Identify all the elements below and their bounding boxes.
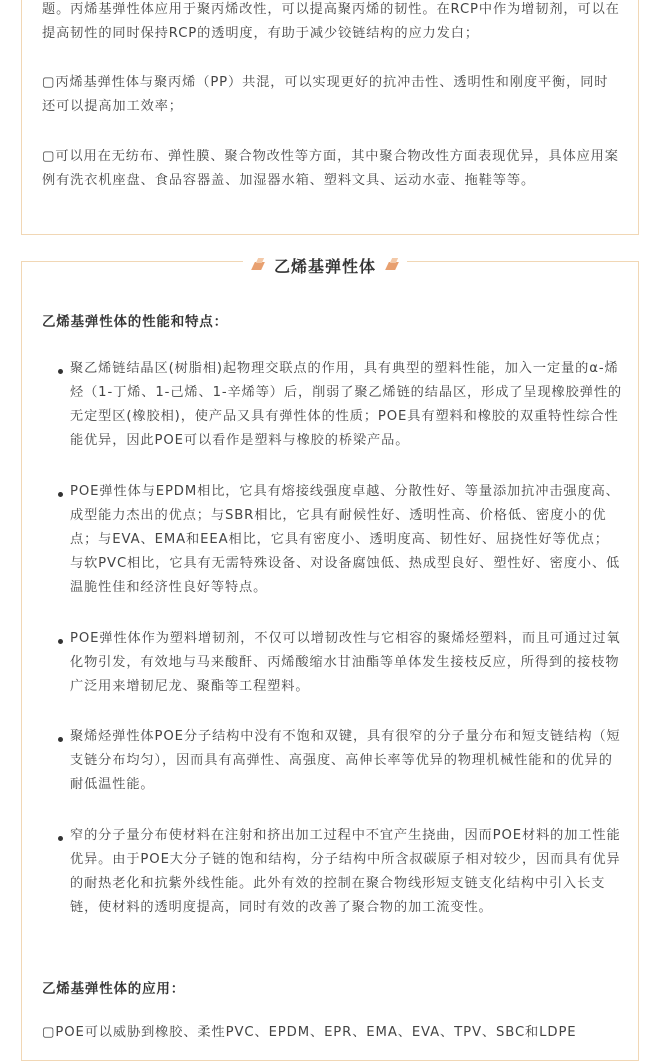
top-card — [21, 0, 639, 235]
section-title-bar — [0, 252, 650, 278]
bullet-dot — [58, 369, 63, 374]
list-item-1: 聚乙烯链结晶区(树脂相)起物理交联点的作用，具有典型的塑料性能，加入一定量的α-烯烃（1-丁烯、1-己烯、1-辛烯等）后，削弱了聚乙烯链的结晶区，形成了呈现橡胶弹性的无定型区(橡胶相)，使产品又具有弹性体的性质；POE具有塑料和橡胶的双重特性综合性能优异，因此POE可以看作是塑料与橡胶的桥梁产品。 — [70, 361, 622, 448]
main-card — [21, 261, 639, 1061]
list-item-3: POE弹性体作为塑料增韧剂，不仅可以增韧改性与它相容的聚烯烃塑料，而且可通过过氧化物引发，有效地与马来酸酐、丙烯酸缩水甘油酯等单体发生接枝反应，所得到的接枝物广泛用来增韧尼龙、聚酯等工程塑料。 — [70, 631, 621, 694]
top-paragraph-2: ▢丙烯基弹性体与聚丙烯（PP）共混，可以实现更好的抗冲击性、透明性和刚度平衡，同时还可以提高加工效率； — [42, 75, 609, 114]
list-item-5: 窄的分子量分布使材料在注射和挤出加工过程中不宜产生挠曲，因而POE材料的加工性能优异。由于POE大分子链的饱和结构，分子结构中所含叔碳原子相对较少，因而具有优异的耐热老化和抗紫外线性能。此外有效的控制在聚合物线形短支链支化结构中引入长支链，使材料的透明度提高，同时有效的改善了聚合物的加工流变性。 — [70, 828, 621, 915]
list-item-4: 聚烯烃弹性体POE分子结构中没有不饱和双键，具有很窄的分子量分布和短支链结构（短支链分布均匀），因而具有高弹性、高强度、高伸长率等优异的物理机械性能和的优异的耐低温性能。 — [70, 729, 621, 792]
heading-applications: 乙烯基弹性体的应用： — [42, 981, 185, 997]
bullet-dot — [58, 639, 63, 644]
applications-paragraph: ▢POE可以威胁到橡胶、柔性PVC、EPDM、EPR、EMA、EVA、TPV、SBC和LDPE — [42, 1025, 577, 1040]
top-paragraph-1: 题。丙烯基弹性体应用于聚丙烯改性，可以提高聚丙烯的韧性。在RCP中作为增韧剂，可以在提高韧性的同时保持RCP的透明度，有助于减少铰链结构的应力发白； — [42, 2, 620, 41]
list-item-2: POE弹性体与EPDM相比，它具有熔接线强度卓越、分散性好、等量添加抗冲击强度高、成型能力杰出的优点；与SBR相比，它具有耐候性好、透明性高、价格低、密度小的优点；与EVA、EMA和EEA相比，它具有密度小、透明度高、韧性好、屈挠性好等优点；与软PVC相比，它具有无需特殊设备、对设备腐蚀低、热成型良好、塑性好、密度小、低温脆性佳和经济性良好等特点。 — [70, 484, 621, 595]
section-title: 乙烯基弹性体 — [273, 256, 376, 276]
top-paragraph-3: ▢可以用在无纺布、弹性膜、聚合物改性等方面，其中聚合物改性方面表现优异，具体应用案例有洗衣机座盘、食品容器盖、加湿器水箱、塑料文具、运动水壶、拖鞋等等。 — [42, 149, 619, 188]
heading-properties: 乙烯基弹性体的性能和特点： — [42, 314, 228, 330]
bullet-dot — [58, 737, 63, 742]
left-decoration-icon — [251, 258, 265, 272]
bullet-dot — [58, 836, 63, 841]
bullet-dot — [58, 492, 63, 497]
right-decoration-icon — [385, 258, 399, 272]
